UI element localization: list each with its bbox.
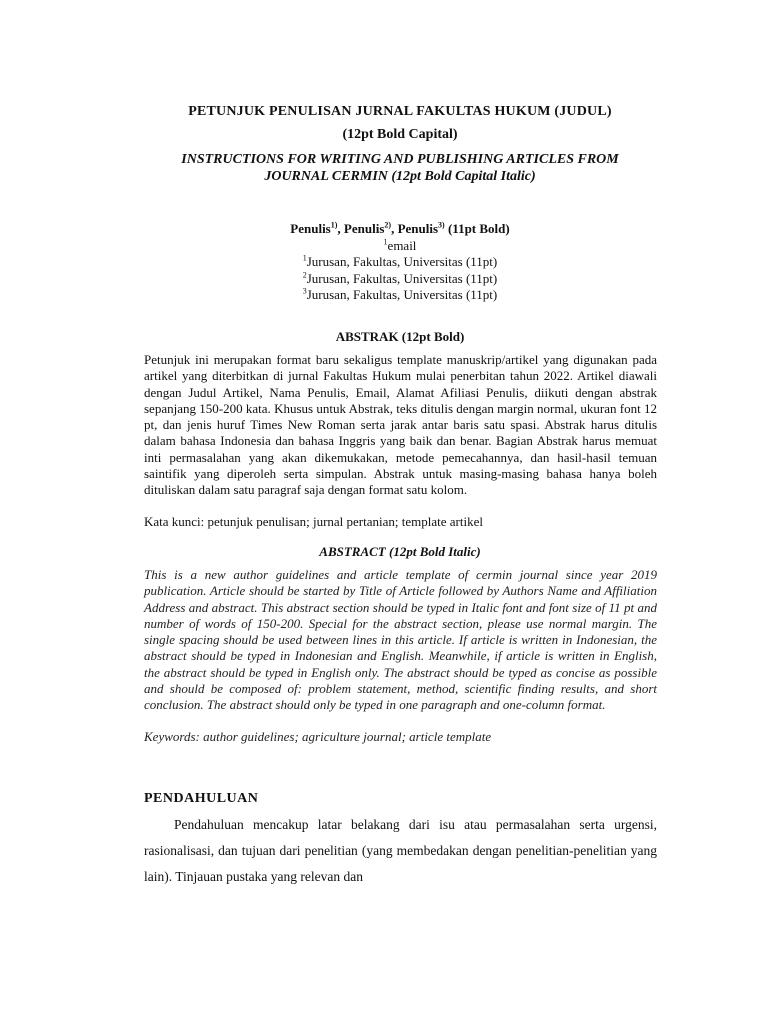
abstrak-heading: ABSTRAK (12pt Bold) — [335, 329, 465, 344]
author-1: Penulis — [290, 221, 331, 236]
affiliation-3: $^3$Jurusan, Fakultas, Universitas (11pt) — [302, 286, 498, 302]
author-sep-2: , — [391, 221, 398, 236]
author-2-sup: 2) — [384, 220, 392, 230]
intro-paragraph: Pendahuluan mencakup latar belakang dari isu atau permasalahan serta urgensi, rasionalisasi, dan tujuan dari penelitian (yang membedakan dengan penelitian-penelitian yang lain). Tinjauan pustaka yang relevan dan — [144, 817, 657, 884]
affiliation-2: $^2$Jurusan, Fakultas, Universitas (11pt) — [302, 270, 498, 286]
author-sep-1: , — [337, 221, 344, 236]
author-3: Penulis — [397, 221, 439, 236]
author-names — [150, 221, 650, 238]
paper-title-format-note: (12pt Bold Capital) — [342, 127, 458, 142]
author-1-sup: 1) — [330, 220, 338, 230]
paper-title: PETUNJUK PENULISAN JURNAL FAKULTAS HUKUM (JUDUL) — [188, 104, 612, 119]
affiliation-1: $^1$Jurusan, Fakultas, Universitas (11pt) — [302, 253, 498, 269]
author-format-note: (11pt Bold) — [444, 221, 510, 236]
author-email: $^1$email — [383, 237, 417, 253]
section-heading-pendahuluan: PENDAHULUAN — [144, 791, 259, 806]
abstrak-body: Petunjuk ini merupakan format baru sekaligus template manuskrip/artikel yang digunakan pada artikel yang diterbitkan di jurnal Fakultas Hukum mulai penerbitan tahun 2022. Artikel diawali dengan Judul Artikel, Nama Penulis, Email, Alamat Afiliasi Penulis, diikuti dengan abstrak sepanjang 150-200 kata. Khusus untuk Abstrak, teks ditulis dengan margin normal, ukuran font 12 pt, dan jenis huruf Times New Roman serta jarak antar baris satu spasi. Abstrak harus ditulis dalam bahasa Indonesia dan bahasa Inggris yang baik dan benar. Bagian Abstrak harus memuat inti permasalahan yang akan dikemukakan, metode pemecahannya, dan hasil-hasil temuan saintifik yang diperoleh serta simpulan. Abstrak untuk masing-masing bahasa hanya boleh dituliskan dalam satu paragraf saja dengan format satu kolom. — [144, 352, 657, 498]
abstract-keywords: Keywords: author guidelines; agriculture journal; article template — [144, 729, 492, 744]
abstract-body: This is a new author guidelines and article template of cermin journal since year 2019 publication. Article should be started by Title of Article followed by Authors Name and Affiliation Address and abstract. This abstract section should be typed in Italic font and font size of 11 pt and number of words of 150-200. Special for the abstract section, please use normal margin. The single spacing should be used between lines in this article. If article is written in Indonesian, the abstract should be typed in Indonesian and English. Meanwhile, if article is written in English, the abstract should be typed in English only. The abstract should be typed as concise as possible and should be composed of: problem statement, method, scientific finding results, and short conclusion. The abstract should only be typed in one paragraph and one-column format. — [144, 567, 657, 713]
paper-title-english — [140, 151, 660, 185]
abstrak-keywords: Kata kunci: petunjuk penulisan; jurnal pertanian; template artikel — [144, 514, 483, 529]
author-2: Penulis — [343, 221, 385, 236]
english-title-line-1: INSTRUCTIONS FOR WRITING AND PUBLISHING ARTICLES FROM — [181, 152, 619, 167]
abstract-heading: ABSTRACT (12pt Bold Italic) — [319, 544, 481, 559]
english-title-line-2: JOURNAL CERMIN (12pt Bold Capital Italic) — [264, 169, 536, 184]
author-block — [150, 221, 650, 304]
author-3-sup: 3) — [438, 220, 445, 230]
